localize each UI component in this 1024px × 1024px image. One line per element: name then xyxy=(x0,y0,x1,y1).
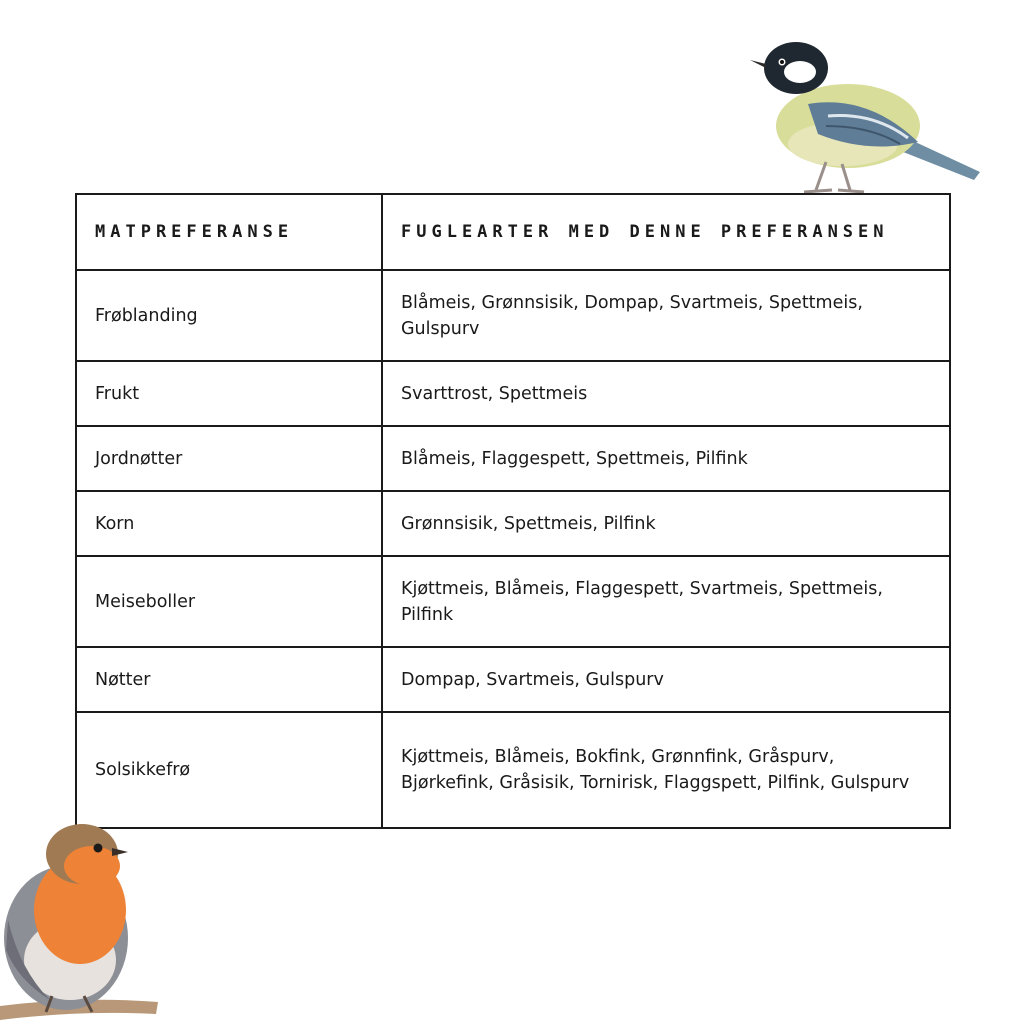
birds-cell: Svarttrost, Spettmeis xyxy=(382,361,950,426)
table-row xyxy=(76,270,950,361)
food-cell: Frøblanding xyxy=(76,270,382,361)
birds-cell: Dompap, Svartmeis, Gulspurv xyxy=(382,647,950,712)
birds-cell: Kjøttmeis, Blåmeis, Flaggespett, Svartmeis, Spettmeis, Pilfink xyxy=(382,556,950,647)
food-cell: Solsikkefrø xyxy=(76,712,382,828)
food-preference-table xyxy=(75,193,951,829)
food-cell: Frukt xyxy=(76,361,382,426)
food-cell: Korn xyxy=(76,491,382,556)
food-cell: Jordnøtter xyxy=(76,426,382,491)
robin-beak xyxy=(112,848,128,856)
table-row xyxy=(76,361,950,426)
birds-cell: Blåmeis, Grønnsisik, Dompap, Svartmeis, Spettmeis, Gulspurv xyxy=(382,270,950,361)
food-cell: Nøtter xyxy=(76,647,382,712)
table-row xyxy=(76,556,950,647)
table-row xyxy=(76,647,950,712)
great-tit-illustration xyxy=(748,34,984,204)
food-cell: Meiseboller xyxy=(76,556,382,647)
header-bird-species: FUGLEARTER MED DENNE PREFERANSEN xyxy=(382,194,950,270)
robin-illustration xyxy=(0,810,160,1024)
birds-cell: Kjøttmeis, Blåmeis, Bokfink, Grønnfink, Gråspurv, Bjørkefink, Gråsisik, Tornirisk, Flaggspett, Pilfink, Gulspurv xyxy=(382,712,950,828)
table-row xyxy=(76,426,950,491)
table-row xyxy=(76,491,950,556)
table-header-row xyxy=(76,194,950,270)
tit-beak xyxy=(750,60,766,68)
birds-cell: Grønnsisik, Spettmeis, Pilfink xyxy=(382,491,950,556)
birds-cell: Blåmeis, Flaggespett, Spettmeis, Pilfink xyxy=(382,426,950,491)
header-food-preference: MATPREFERANSE xyxy=(76,194,382,270)
table-row xyxy=(76,712,950,828)
